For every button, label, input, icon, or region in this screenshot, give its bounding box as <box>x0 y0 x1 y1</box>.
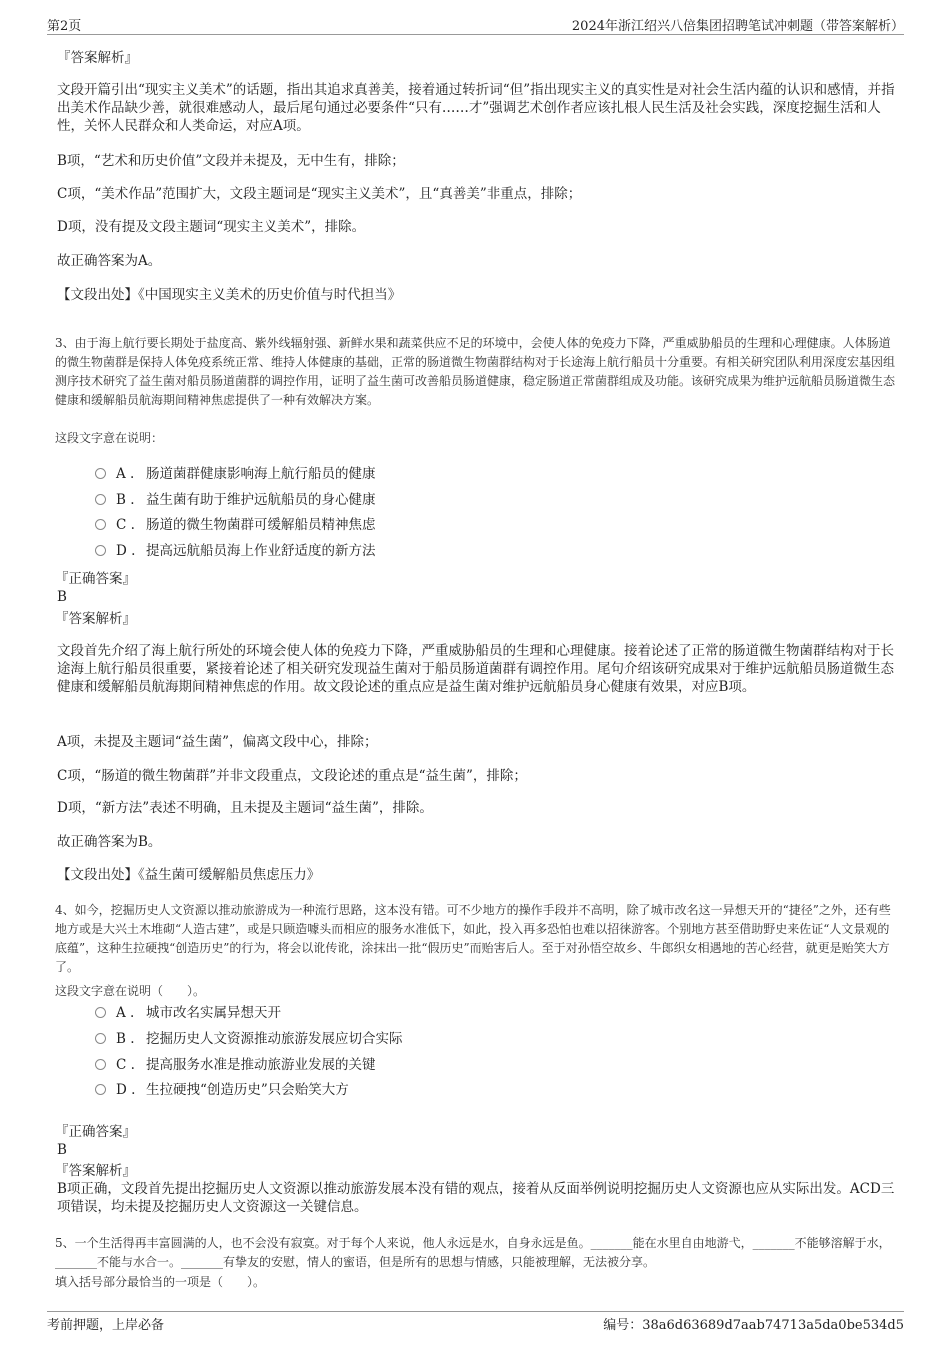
option-text: 肠道菌群健康影响海上航行船员的健康 <box>146 466 376 482</box>
option-text: 挖掘历史人文资源推动旅游发展应切合实际 <box>146 1031 403 1047</box>
q3-option-d-note: D项，“新方法”表述不明确，且未提及主题词“益生菌”，排除。 <box>57 800 433 816</box>
option-text: 提高远航船员海上作业舒适度的新方法 <box>146 543 376 559</box>
q4-option-a[interactable] <box>95 1004 281 1022</box>
radio-icon[interactable] <box>95 1059 106 1070</box>
q3-analysis-label: 『答案解析』 <box>55 611 136 627</box>
page-header <box>47 12 904 35</box>
q4-option-c[interactable] <box>95 1056 376 1074</box>
q3-analysis: 文段首先介绍了海上航行所处的环境会使人体的免疫力下降，严重威胁船员的生理和心理健康。接着论述了正常的肠道微生物菌群结构对于长途海上航行船员很重要，紧接着论述了相关研究发现益生菌对于船员肠道菌群有调控作用。尾句介绍该研究成果对于维护远航船员肠道微生态健康和缓解船员航海期间精神焦虑的作用。故文段论述的重点应是益生菌对维护远航船员身心健康有效果，对应B项。 <box>57 643 894 695</box>
q3-conclusion: 故正确答案为B。 <box>57 834 162 850</box>
page-number: 第2页 <box>47 19 82 34</box>
q3-answer: B <box>57 589 67 605</box>
q3-option-a-note: A项，未提及主题词“益生菌”，偏离文段中心，排除； <box>57 734 378 750</box>
option-text: 肠道的微生物菌群可缓解船员精神焦虑 <box>146 517 376 533</box>
q2-option-d-note: D项，没有提及文段主题词“现实主义美术”，排除。 <box>57 219 366 235</box>
q4-analysis-label: 『答案解析』 <box>55 1163 136 1179</box>
q2-option-b-note: B项，“艺术和历史价值”文段并未提及，无中生有，排除； <box>57 153 405 169</box>
radio-icon[interactable] <box>95 1084 106 1095</box>
q4-option-d[interactable] <box>95 1081 349 1099</box>
q4-analysis: B项正确，文段首先提出挖掘历史人文资源以推动旅游发展本没有错的观点，接着从反面举例说明挖掘历史人文资源也应从实际出发。ACD三项错误，均未提及挖掘历史人文资源这一关键信息。 <box>57 1181 895 1215</box>
q2-analysis: 文段开篇引出“现实主义美术”的话题，指出其追求真善美，接着通过转折词“但”指出现实主义的真实性是对社会生活内蕴的认识和感情，并指出美术作品缺少善，就很难感动人，最后尾句通过必要条件“只有……才”强调艺术创作者应该扎根人民生活及社会实践，深度挖掘生活和人性，关怀人民群众和人类命运，对应A项。 <box>57 82 895 134</box>
option-key: D . <box>116 543 136 559</box>
q3-answer-label: 『正确答案』 <box>55 571 136 587</box>
radio-icon[interactable] <box>95 519 106 530</box>
q3-stem: 3、由于海上航行要长期处于盐度高、紫外线辐射强、新鲜水果和蔬菜供应不足的环境中，会使人体的免疫力下降，严重威胁船员的生理和心理健康。人体肠道的微生物菌群是保持人体免疫系统正常、维持人体健康的基础，正常的肠道微生物菌群结构对于长途海上航行船员十分重要。有相关研究团队利用深度宏基因组测序技术研究了益生菌对船员肠道菌群的调控作用，证明了益生菌可改善船员肠道健康，稳定肠道正常菌群组成及功能。该研究成果为维护远航船员肠道微生态健康和缓解船员航海期间精神焦虑提供了一种有效解决方案。 <box>55 336 896 407</box>
page-footer <box>47 1311 904 1333</box>
option-key: A . <box>116 1005 135 1021</box>
q3-option-d[interactable] <box>95 542 376 560</box>
q2-option-c-note: C项，“美术作品”范围扩大，文段主题词是“现实主义美术”，且“真善美”非重点，排除； <box>57 186 582 202</box>
q3-option-b[interactable] <box>95 491 376 509</box>
q3-option-c-note: C项，“肠道的微生物菌群”并非文段重点，文段论述的重点是“益生菌”，排除； <box>57 768 527 784</box>
q4-answer-label: 『正确答案』 <box>55 1124 136 1140</box>
document-code: 编号：38a6d63689d7aab74713a5da0be534d5 <box>603 1318 904 1333</box>
radio-icon[interactable] <box>95 545 106 556</box>
radio-icon[interactable] <box>95 1007 106 1018</box>
q3-prompt: 这段文字意在说明： <box>55 431 164 445</box>
option-text: 提高服务水准是推动旅游业发展的关键 <box>146 1057 376 1073</box>
q3-option-a[interactable] <box>95 465 376 483</box>
q4-prompt: 这段文字意在说明（ ）。 <box>55 984 206 998</box>
option-key: D . <box>116 1082 136 1098</box>
document-title: 2024年浙江绍兴八倍集团招聘笔试冲刺题（带答案解析） <box>571 19 904 34</box>
q2-source: 【文段出处】《中国现实主义美术的历史价值与时代担当》 <box>57 287 402 303</box>
option-text: 益生菌有助于维护远航船员的身心健康 <box>146 492 376 508</box>
footer-slogan: 考前押题，上岸必备 <box>47 1318 165 1333</box>
option-key: B . <box>116 1031 135 1047</box>
option-text: 城市改名实属异想天开 <box>146 1005 281 1021</box>
radio-icon[interactable] <box>95 1033 106 1044</box>
radio-icon[interactable] <box>95 494 106 505</box>
radio-icon[interactable] <box>95 468 106 479</box>
q5-stem: 5、一个生活得再丰富圆满的人，也不会没有寂寞。对于每个人来说，他人永远是水，自身永远是鱼。_______能在水里自由地游弋，_______不能够溶解于水，_______不能与水合一。_______有挚友的安慰，情人的蜜语，但是所有的思想与情感，只能被理解，无法被分享。 <box>55 1236 891 1269</box>
option-text: 生拉硬拽“创造历史”只会贻笑大方 <box>146 1082 349 1098</box>
q3-source: 【文段出处】《益生菌可缓解船员焦虑压力》 <box>57 867 321 883</box>
option-key: B . <box>116 492 135 508</box>
option-key: A . <box>116 466 135 482</box>
q4-stem: 4、如今，挖掘历史人文资源以推动旅游成为一种流行思路，这本没有错。可不少地方的操作手段并不高明，除了城市改名这一异想天开的“捷径”之外，还有些地方或是大兴土木堆砌“人造古建”，或是只顾造噱头而相应的服务水准低下，如此，投入再多恐怕也难以招徕游客。个别地方甚至借助野史来佐证“人文景观的底蕴”，这种生拉硬拽“创造历史”的行为，将会以讹传讹，涂抹出一批“假历史”而贻害后人。至于对孙悟空故乡、牛郎织女相遇地的苦心经营，就更是贻笑大方了。 <box>55 903 891 974</box>
option-key: C . <box>116 1057 135 1073</box>
q4-option-b[interactable] <box>95 1030 403 1048</box>
q5-prompt: 填入括号部分最恰当的一项是（ ）。 <box>55 1275 266 1289</box>
q3-option-c[interactable] <box>95 516 376 534</box>
q2-analysis-label: 『答案解析』 <box>57 50 138 66</box>
q2-conclusion: 故正确答案为A。 <box>57 253 162 269</box>
option-key: C . <box>116 517 135 533</box>
q4-answer: B <box>57 1142 67 1158</box>
